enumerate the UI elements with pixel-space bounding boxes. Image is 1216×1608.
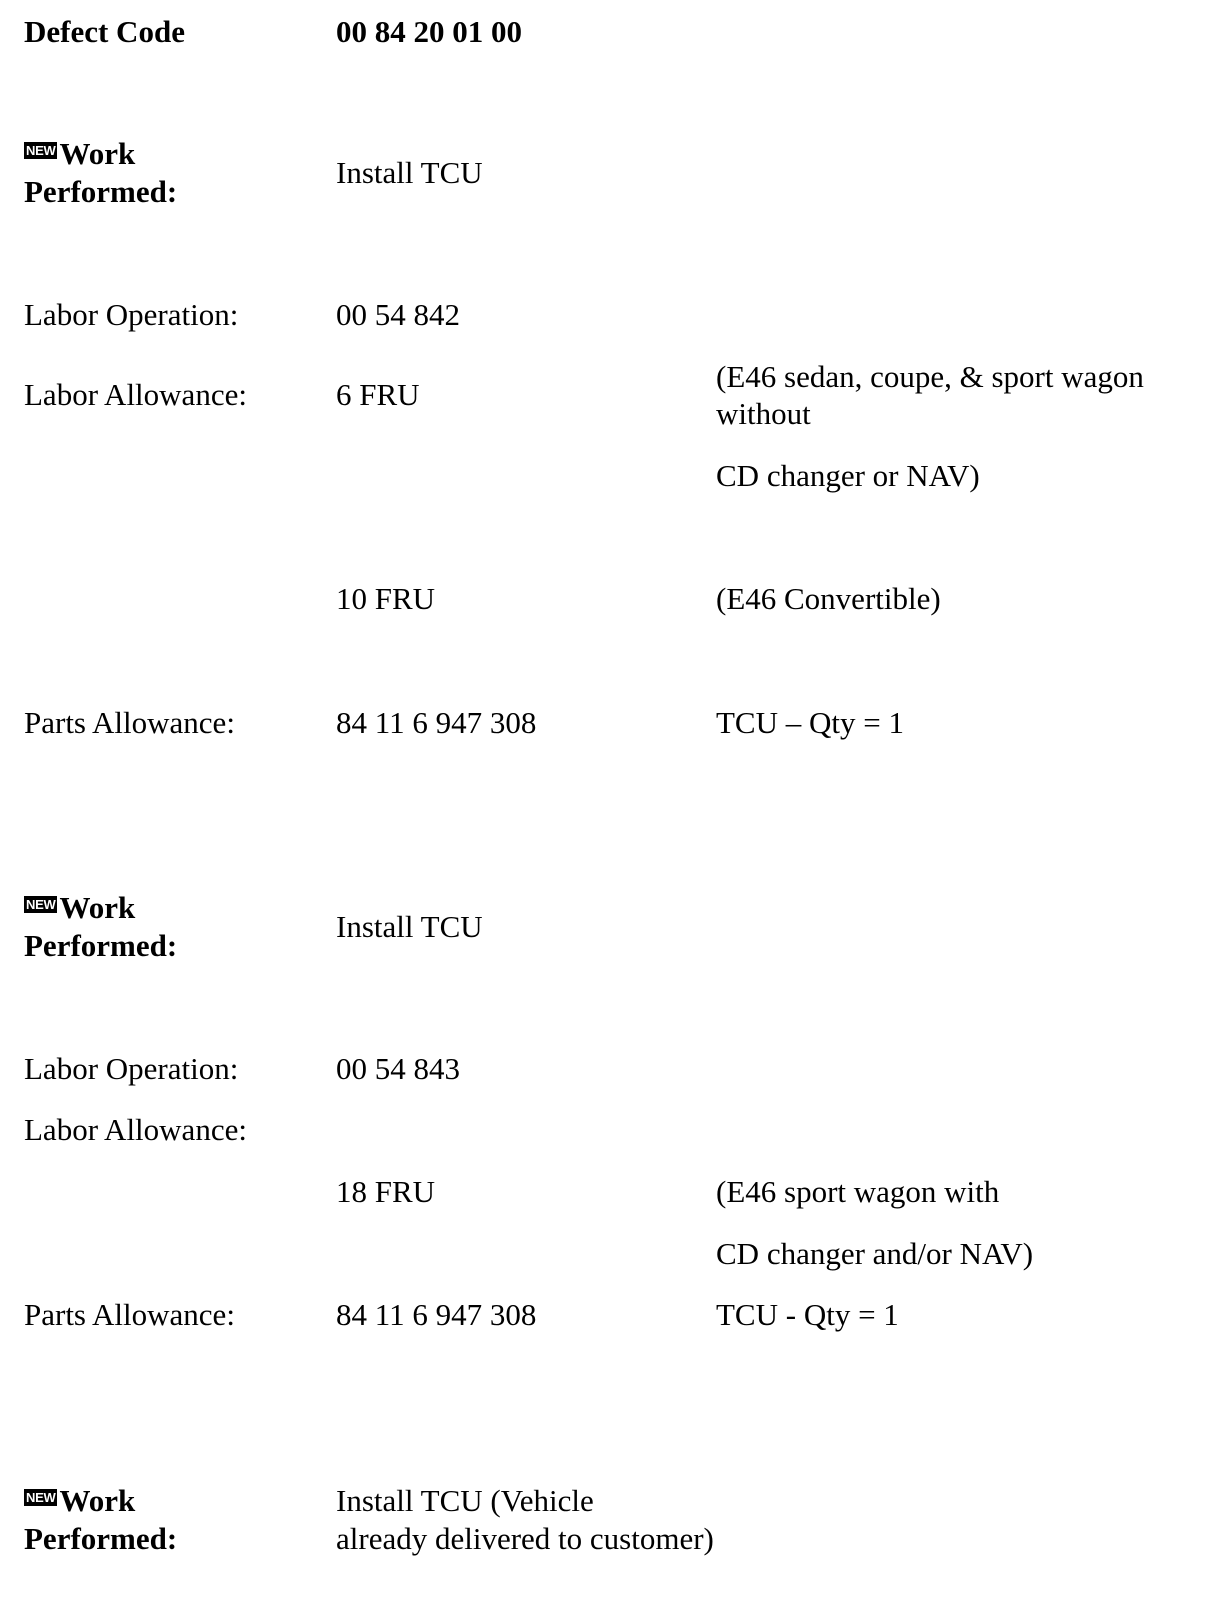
labor-operation-value: 00 54 843	[336, 1051, 460, 1086]
work-performed-value: Install TCU	[336, 155, 483, 190]
labor-allowance-label: Labor Allowance:	[24, 377, 247, 412]
work-performed-value: Install TCU (Vehicle	[336, 1483, 594, 1518]
defect-code-value: 00 84 20 01 00	[336, 14, 522, 49]
parts-description: TCU - Qty = 1	[716, 1297, 899, 1332]
labor-allowance-note: CD changer or NAV)	[716, 458, 980, 493]
labor-allowance-fru: 6 FRU	[336, 377, 420, 412]
defect-code-label: Defect Code	[24, 14, 185, 49]
labor-allowance-note: (E46 sedan, coupe, & sport wagon	[716, 359, 1144, 394]
new-badge-icon: NEW	[26, 1490, 56, 1505]
work-performed-label: NEW Work	[26, 136, 136, 171]
parts-number: 84 11 6 947 308	[336, 705, 537, 740]
work-performed-value: already delivered to customer)	[336, 1521, 714, 1556]
new-badge-icon: NEW	[26, 143, 56, 158]
labor-operation-label: Labor Operation:	[24, 297, 239, 332]
labor-allowance-fru: 10 FRU	[336, 581, 436, 616]
labor-operation-label: Labor Operation:	[24, 1051, 239, 1086]
labor-allowance-note: CD changer and/or NAV)	[716, 1236, 1034, 1271]
labor-allowance-label: Labor Allowance:	[24, 1112, 247, 1147]
work-performed-value: Install TCU	[336, 909, 483, 944]
work-performed-label-2: Performed:	[24, 1521, 178, 1556]
labor-operation-value: 00 54 842	[336, 297, 460, 332]
labor-allowance-fru: 18 FRU	[336, 1174, 436, 1209]
parts-number: 84 11 6 947 308	[336, 1297, 537, 1332]
work-performed-label: NEW Work	[26, 1483, 136, 1518]
work-performed-label-2: Performed:	[24, 928, 178, 963]
new-badge-icon: NEW	[26, 897, 56, 912]
parts-description: TCU – Qty = 1	[716, 705, 904, 740]
parts-allowance-label: Parts Allowance:	[24, 705, 235, 740]
labor-allowance-note: (E46 sport wagon with	[716, 1174, 1000, 1209]
labor-allowance-note: without	[716, 396, 811, 431]
labor-allowance-note: (E46 Convertible)	[716, 581, 941, 616]
work-performed-label: NEW Work	[26, 890, 136, 925]
work-performed-label-2: Performed:	[24, 174, 178, 209]
parts-allowance-label: Parts Allowance:	[24, 1297, 235, 1332]
